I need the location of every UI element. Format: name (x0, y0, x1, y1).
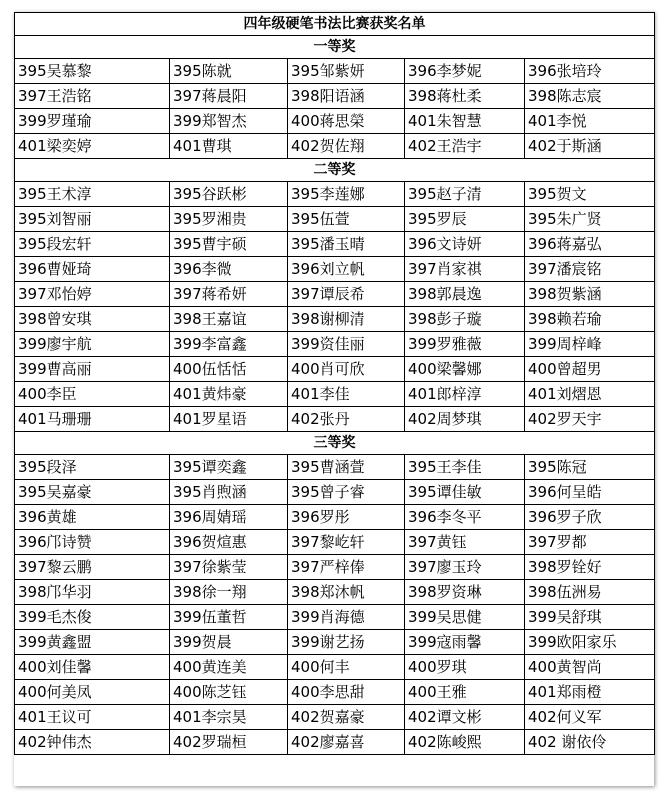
award-cell: 398郭晨逸 (405, 282, 525, 307)
award-cell: 396贺煊惠 (170, 530, 288, 555)
award-cell: 400黄智尚 (525, 655, 655, 680)
table-row (15, 357, 655, 382)
award-cell: 396周婧瑶 (170, 505, 288, 530)
award-cell: 401刘熠恩 (525, 382, 655, 407)
table-row (15, 705, 655, 730)
award-cell: 395刘智丽 (15, 207, 170, 232)
table-row (15, 282, 655, 307)
section-header-row (15, 36, 655, 59)
table-row (15, 580, 655, 605)
table-row (15, 257, 655, 282)
award-cell: 399李富鑫 (170, 332, 288, 357)
table-row (15, 455, 655, 480)
award-cell: 395罗辰 (405, 207, 525, 232)
table-row (15, 555, 655, 580)
award-cell: 396李梦妮 (405, 59, 525, 84)
award-cell: 399吴思健 (405, 605, 525, 630)
title-row (15, 13, 655, 36)
award-cell: 395潘玉晴 (288, 232, 405, 257)
award-cell: 398曾安琪 (15, 307, 170, 332)
award-cell: 401郑雨橙 (525, 680, 655, 705)
table-row (15, 730, 655, 755)
section-title: 三等奖 (15, 432, 655, 455)
award-cell: 397王浩铭 (15, 84, 170, 109)
table-row (15, 109, 655, 134)
award-cell: 402谭文彬 (405, 705, 525, 730)
award-cell: 398徐一翔 (170, 580, 288, 605)
award-cell: 395陈就 (170, 59, 288, 84)
award-cell: 398阳语涵 (288, 84, 405, 109)
award-cell: 399伍董哲 (170, 605, 288, 630)
award-cell: 401李悦 (525, 109, 655, 134)
table-row (15, 630, 655, 655)
award-cell: 400蒋思榮 (288, 109, 405, 134)
award-cell: 395李莲娜 (288, 182, 405, 207)
award-cell: 401李佳 (288, 382, 405, 407)
award-cell: 397谭辰希 (288, 282, 405, 307)
award-cell: 398罗铨好 (525, 555, 655, 580)
table-row (15, 332, 655, 357)
award-cell: 398邝华羽 (15, 580, 170, 605)
award-cell: 402 谢依伶 (525, 730, 655, 755)
award-cell: 395肖煦涵 (170, 480, 288, 505)
award-table (14, 12, 655, 755)
award-cell: 402何义军 (525, 705, 655, 730)
award-cell: 402罗瑞桓 (170, 730, 288, 755)
award-cell: 396黄雄 (15, 505, 170, 530)
award-cell: 398伍洲易 (525, 580, 655, 605)
award-cell: 401梁奕婷 (15, 134, 170, 159)
award-cell: 395段宏轩 (15, 232, 170, 257)
award-cell: 400何丰 (288, 655, 405, 680)
award-cell: 402王浩宇 (405, 134, 525, 159)
award-cell: 402廖嘉喜 (288, 730, 405, 755)
award-cell: 397潘宸铭 (525, 257, 655, 282)
award-cell: 399肖海德 (288, 605, 405, 630)
award-cell: 398罗资琳 (405, 580, 525, 605)
award-cell: 401王议可 (15, 705, 170, 730)
award-cell: 399周梓峰 (525, 332, 655, 357)
award-cell: 397黄钰 (405, 530, 525, 555)
award-cell: 400王雅 (405, 680, 525, 705)
award-cell: 399资佳丽 (288, 332, 405, 357)
table-row (15, 680, 655, 705)
section-header-row (15, 432, 655, 455)
table-row (15, 480, 655, 505)
award-cell: 397蒋晨阳 (170, 84, 288, 109)
table-row (15, 407, 655, 432)
table-row (15, 382, 655, 407)
award-cell: 398贺紫涵 (525, 282, 655, 307)
award-cell: 395陈冠 (525, 455, 655, 480)
award-cell: 401马珊珊 (15, 407, 170, 432)
award-cell: 399曹高丽 (15, 357, 170, 382)
award-cell: 400李思甜 (288, 680, 405, 705)
award-cell: 399黄鑫盟 (15, 630, 170, 655)
award-cell: 402贺嘉豪 (288, 705, 405, 730)
table-row (15, 84, 655, 109)
section-header-row (15, 159, 655, 182)
award-cell: 395罗湘贵 (170, 207, 288, 232)
award-cell: 395吴嘉豪 (15, 480, 170, 505)
award-cell: 395王术淳 (15, 182, 170, 207)
award-table-body (15, 13, 655, 755)
award-cell: 396李微 (170, 257, 288, 282)
table-row (15, 505, 655, 530)
award-cell: 400肖可欣 (288, 357, 405, 382)
award-cell: 396邝诗赞 (15, 530, 170, 555)
award-cell: 400曾超男 (525, 357, 655, 382)
award-cell: 402罗天宇 (525, 407, 655, 432)
award-cell: 402陈峻熙 (405, 730, 525, 755)
award-cell: 401曹琪 (170, 134, 288, 159)
award-cell: 398郑沐帆 (288, 580, 405, 605)
award-cell: 400伍恬恬 (170, 357, 288, 382)
table-row (15, 232, 655, 257)
award-cell: 400刘佳馨 (15, 655, 170, 680)
award-cell: 395谭佳敏 (405, 480, 525, 505)
award-cell: 399谢艺扬 (288, 630, 405, 655)
award-cell: 396文诗妍 (405, 232, 525, 257)
award-cell: 399罗雅薇 (405, 332, 525, 357)
award-cell: 397严梓俸 (288, 555, 405, 580)
table-row (15, 655, 655, 680)
award-cell: 402贺佐翔 (288, 134, 405, 159)
table-row (15, 307, 655, 332)
award-cell: 395贺文 (525, 182, 655, 207)
section-title: 二等奖 (15, 159, 655, 182)
award-cell: 399郑智杰 (170, 109, 288, 134)
award-cell: 395赵子清 (405, 182, 525, 207)
award-cell: 395朱广贤 (525, 207, 655, 232)
award-cell: 396张培玲 (525, 59, 655, 84)
award-cell: 396罗子欣 (525, 505, 655, 530)
award-cell: 401朱智慧 (405, 109, 525, 134)
award-cell: 398赖若瑜 (525, 307, 655, 332)
award-cell: 395曹宇硕 (170, 232, 288, 257)
section-title: 一等奖 (15, 36, 655, 59)
table-row (15, 59, 655, 84)
award-cell: 395段泽 (15, 455, 170, 480)
award-cell: 400陈芝钰 (170, 680, 288, 705)
award-cell: 396曹娅琦 (15, 257, 170, 282)
award-cell: 395吴慕黎 (15, 59, 170, 84)
award-cell: 399贺晨 (170, 630, 288, 655)
award-cell: 395王李佳 (405, 455, 525, 480)
award-cell: 402张丹 (288, 407, 405, 432)
award-cell: 397邓怡婷 (15, 282, 170, 307)
sheet-title: 四年级硬笔书法比赛获奖名单 (15, 13, 655, 36)
award-cell: 396李冬平 (405, 505, 525, 530)
award-cell: 397蒋希妍 (170, 282, 288, 307)
award-cell: 399毛杰俊 (15, 605, 170, 630)
award-cell: 401郎梓淳 (405, 382, 525, 407)
award-cell: 397肖家祺 (405, 257, 525, 282)
award-cell: 399寇雨馨 (405, 630, 525, 655)
award-cell: 402周梦琪 (405, 407, 525, 432)
award-cell: 399欧阳家乐 (525, 630, 655, 655)
award-cell: 396罗彤 (288, 505, 405, 530)
award-cell: 396蒋嘉弘 (525, 232, 655, 257)
award-cell: 402钟伟杰 (15, 730, 170, 755)
award-cell: 400黄连美 (170, 655, 288, 680)
award-cell: 398陈志宸 (525, 84, 655, 109)
award-cell: 400李臣 (15, 382, 170, 407)
award-cell: 397徐紫莹 (170, 555, 288, 580)
table-row (15, 207, 655, 232)
award-cell: 399罗瑾瑜 (15, 109, 170, 134)
award-cell: 395谷跃彬 (170, 182, 288, 207)
award-cell: 397廖玉玲 (405, 555, 525, 580)
award-cell: 396何呈皓 (525, 480, 655, 505)
table-row (15, 182, 655, 207)
award-cell: 401黄炜豪 (170, 382, 288, 407)
award-cell: 397黎屹轩 (288, 530, 405, 555)
table-row (15, 530, 655, 555)
award-cell: 401罗星语 (170, 407, 288, 432)
award-cell: 399吴舒琪 (525, 605, 655, 630)
award-sheet (14, 12, 654, 786)
award-cell: 398彭子璇 (405, 307, 525, 332)
table-row (15, 605, 655, 630)
award-cell: 397罗都 (525, 530, 655, 555)
award-cell: 398谢柳清 (288, 307, 405, 332)
award-cell: 395曾子睿 (288, 480, 405, 505)
award-cell: 400梁馨娜 (405, 357, 525, 382)
award-cell: 401李宗昊 (170, 705, 288, 730)
award-cell: 395伍萱 (288, 207, 405, 232)
award-cell: 395曹涵萱 (288, 455, 405, 480)
award-cell: 398蒋杜柔 (405, 84, 525, 109)
award-cell: 396刘立帆 (288, 257, 405, 282)
award-cell: 402于斯涵 (525, 134, 655, 159)
table-row (15, 134, 655, 159)
award-cell: 400罗琪 (405, 655, 525, 680)
award-cell: 399廖宇航 (15, 332, 170, 357)
award-cell: 397黎云鹏 (15, 555, 170, 580)
award-cell: 395邹紫妍 (288, 59, 405, 84)
award-cell: 395谭奕鑫 (170, 455, 288, 480)
award-cell: 400何美凤 (15, 680, 170, 705)
award-cell: 398王嘉谊 (170, 307, 288, 332)
